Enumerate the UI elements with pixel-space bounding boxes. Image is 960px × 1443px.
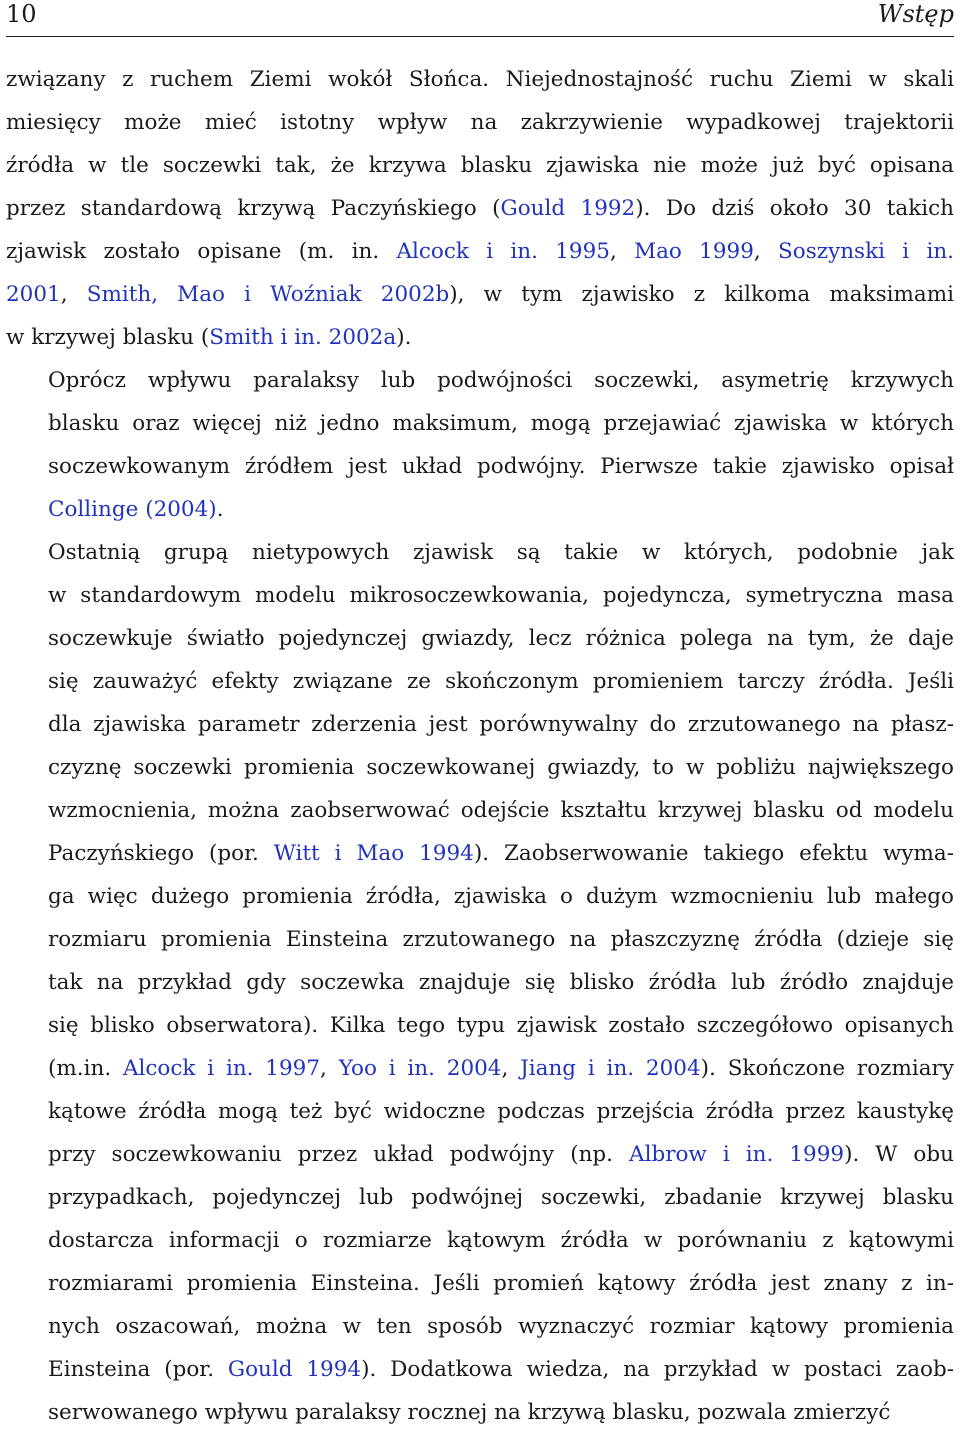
text-segment: dostarcza informacji o rozmiarze kątowym źródła w porównaniu z kątowymi: [48, 1228, 954, 1253]
citation-link[interactable]: Collinge (2004): [48, 497, 217, 522]
text-line: [6, 273, 954, 316]
text-line: [6, 531, 954, 574]
text-segment: w standardowym modelu mikrosoczewkowania, pojedyncza, symetryczna masa: [48, 583, 954, 608]
text-line: [6, 1047, 954, 1090]
text-segment: ). Do dziś około 30 takich: [635, 196, 955, 221]
citation-link[interactable]: Gould 1994: [227, 1357, 362, 1382]
text-segment: ,: [609, 239, 635, 264]
text-segment: nych oszacowań, można w ten sposób wyznaczyć rozmiar kątowy promienia: [48, 1314, 954, 1339]
text-line: [6, 488, 954, 531]
text-segment: Einsteina (por.: [48, 1357, 228, 1382]
text-line: [6, 832, 954, 875]
text-segment: ga więc dużego promienia źródła, zjawiska o dużym wzmocnieniu lub małego: [48, 884, 954, 909]
text-segment: źródła w tle soczewki tak, że krzywa blasku zjawiska nie może już być opisana: [6, 153, 954, 178]
paragraph: [6, 58, 954, 359]
text-line: [6, 1219, 954, 1262]
text-line: [6, 1133, 954, 1176]
text-line: [6, 574, 954, 617]
text-line: [6, 1176, 954, 1219]
citation-link[interactable]: Soszynski i in.: [778, 239, 955, 264]
text-line: [6, 359, 954, 402]
text-line: [6, 101, 954, 144]
text-line: [6, 144, 954, 187]
text-line: [6, 789, 954, 832]
text-segment: soczewkowanym źródłem jest układ podwójny. Pierwsze takie zjawisko opisał: [48, 454, 954, 479]
citation-link[interactable]: Smith i in. 2002a: [209, 325, 397, 350]
text-segment: tak na przykład gdy soczewka znajduje się blisko źródła lub źródło znajduje: [48, 970, 954, 995]
citation-link[interactable]: 2001: [6, 282, 61, 307]
text-line: [6, 617, 954, 660]
citation-link[interactable]: Mao 1999: [634, 239, 754, 264]
text-segment: serwowanego wpływu paralaksy rocznej na krzywą blasku, pozwala zmierzyć: [48, 1400, 891, 1425]
text-segment: przypadkach, pojedynczej lub podwójnej soczewki, zbadanie krzywej blasku: [48, 1185, 954, 1210]
text-line: [6, 58, 954, 101]
text-segment: wzmocnienia, można zaobserwować odejście kształtu krzywej blasku od modelu: [48, 798, 954, 823]
citation-link[interactable]: Yoo i in. 2004: [338, 1056, 502, 1081]
text-line: [6, 1348, 954, 1391]
citation-link[interactable]: Smith, Mao i Woźniak 2002b: [86, 282, 450, 307]
text-segment: ,: [320, 1056, 339, 1081]
text-line: [6, 703, 954, 746]
text-line: [6, 1391, 954, 1434]
text-segment: zjawisk zostało opisane (m. in.: [6, 239, 397, 264]
text-segment: rozmiaru promienia Einsteina zrzutowanego na płaszczyznę źródła (dzieje się: [48, 927, 954, 952]
text-line: [6, 660, 954, 703]
text-segment: kątowe źródła mogą też być widoczne podczas przejścia źródła przez kaustykę: [48, 1099, 954, 1124]
text-segment: miesięcy może mieć istotny wpływ na zakrzywienie wypadkowej trajektorii: [6, 110, 954, 135]
text-segment: ,: [753, 239, 779, 264]
text-segment: ,: [60, 282, 87, 307]
text-line: [6, 961, 954, 1004]
text-line: [6, 402, 954, 445]
text-segment: ). W obu: [844, 1142, 954, 1167]
text-segment: czyznę soczewki promienia soczewkowanej gwiazdy, to w pobliżu największego: [48, 755, 954, 780]
text-segment: przy soczewkowaniu przez układ podwójny (np.: [48, 1142, 630, 1167]
text-segment: ).: [396, 325, 412, 350]
text-segment: ,: [501, 1056, 521, 1081]
text-segment: przez standardową krzywą Paczyńskiego (: [6, 196, 501, 221]
text-segment: dla zjawiska parametr zderzenia jest porównywalny do zrzutowanego na płasz-: [48, 712, 954, 737]
citation-link[interactable]: Alcock i in. 1995: [396, 239, 610, 264]
text-segment: soczewkuje światło pojedynczej gwiazdy, lecz różnica polega na tym, że daje: [48, 626, 954, 651]
text-line: [6, 316, 954, 359]
text-segment: związany z ruchem Ziemi wokół Słońca. Niejednostajność ruchu Ziemi w skali: [6, 67, 954, 92]
citation-link[interactable]: Witt i Mao 1994: [273, 841, 474, 866]
text-line: [6, 1262, 954, 1305]
text-line: [6, 187, 954, 230]
paragraph: [6, 359, 954, 531]
text-segment: ). Skończone rozmiary: [700, 1056, 954, 1081]
text-line: [6, 1004, 954, 1047]
text-segment: się zauważyć efekty związane ze skończonym promieniem tarczy źródła. Jeśli: [48, 669, 954, 694]
text-line: [6, 1305, 954, 1348]
body-text: [6, 58, 954, 1434]
text-segment: ), w tym zjawisko z kilkoma maksimami: [449, 282, 954, 307]
page-header: [6, 0, 954, 37]
paragraph: [6, 531, 954, 1434]
text-line: [6, 1090, 954, 1133]
text-segment: Oprócz wpływu paralaksy lub podwójności soczewki, asymetrię krzywych: [48, 368, 954, 393]
text-segment: ). Zaobserwowanie takiego efektu wyma-: [473, 841, 955, 866]
text-segment: w krzywej blasku (: [6, 325, 210, 350]
text-line: [6, 230, 954, 273]
text-segment: (m.in.: [48, 1056, 123, 1081]
citation-link[interactable]: Albrow i in. 1999: [629, 1142, 845, 1167]
text-line: [6, 746, 954, 789]
text-line: [6, 918, 954, 961]
citation-link[interactable]: Alcock i in. 1997: [122, 1056, 321, 1081]
text-line: [6, 875, 954, 918]
text-segment: Paczyńskiego (por.: [48, 841, 274, 866]
running-head: Wstęp: [877, 0, 954, 28]
text-segment: ). Dodatkowa wiedza, na przykład w postaci zaob-: [361, 1357, 954, 1382]
page-number: 10: [6, 0, 37, 28]
text-segment: blasku oraz więcej niż jedno maksimum, mogą przejawiać zjawiska w których: [48, 411, 954, 436]
text-line: [6, 445, 954, 488]
citation-link[interactable]: Jiang i in. 2004: [520, 1056, 701, 1081]
text-segment: się blisko obserwatora). Kilka tego typu zjawisk zostało szczegółowo opisanych: [48, 1013, 954, 1038]
text-segment: Ostatnią grupą nietypowych zjawisk są takie w których, podobnie jak: [48, 540, 954, 565]
citation-link[interactable]: Gould 1992: [500, 196, 636, 221]
text-segment: rozmiarami promienia Einsteina. Jeśli promień kątowy źródła jest znany z in-: [48, 1271, 954, 1296]
text-segment: .: [216, 497, 224, 522]
